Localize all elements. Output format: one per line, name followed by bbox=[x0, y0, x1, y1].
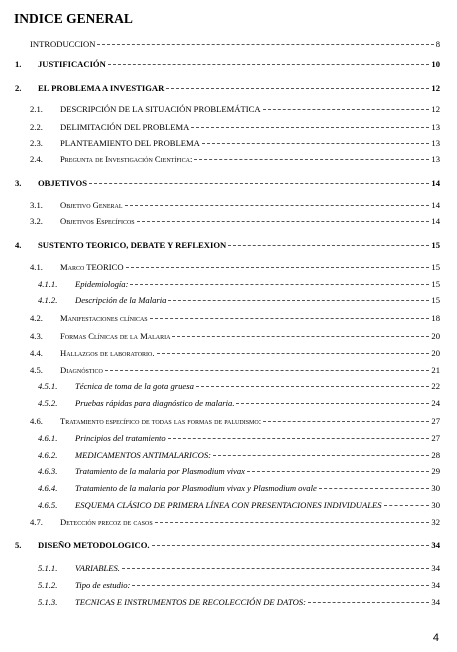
dot-leader bbox=[213, 455, 429, 456]
toc-entry bbox=[0, 121, 457, 133]
dot-leader bbox=[194, 159, 429, 160]
dot-leader bbox=[384, 505, 430, 506]
toc-entry-page: 34 bbox=[431, 580, 440, 590]
dot-leader bbox=[308, 602, 429, 603]
toc-entry-page: 30 bbox=[431, 500, 440, 510]
toc-entry-page: 28 bbox=[431, 450, 440, 460]
toc-entry-number: 1. bbox=[15, 59, 22, 69]
toc-entry bbox=[0, 596, 457, 608]
toc-entry-page: 15 bbox=[431, 279, 440, 289]
toc-entry-label[interactable]: Tratamiento de la malaria por Plasmodium vivax bbox=[75, 466, 245, 476]
dot-leader bbox=[122, 568, 429, 569]
toc-entry-number: 4.6. bbox=[30, 416, 43, 426]
toc-entry-label[interactable]: PLANTEAMIENTO DEL PROBLEMA bbox=[60, 138, 200, 148]
toc-title: INDICE GENERAL bbox=[14, 11, 133, 26]
toc-entry-page: 14 bbox=[431, 200, 440, 210]
toc-entry-label[interactable]: DELIMITACIÓN DEL PROBLEMA bbox=[60, 122, 190, 132]
dot-leader bbox=[247, 471, 429, 472]
toc-entry-label[interactable]: Diagnóstico bbox=[60, 365, 103, 375]
toc-entry-label[interactable]: Pregunta de Investigación Científica: bbox=[60, 154, 193, 164]
toc-entry-page: 34 bbox=[431, 540, 440, 550]
toc-entry-number: 4.6.5. bbox=[38, 500, 58, 510]
dot-leader bbox=[168, 438, 430, 439]
toc-entry bbox=[0, 539, 457, 551]
toc-entry bbox=[0, 562, 457, 574]
toc-entry-number: 4.6.3. bbox=[38, 466, 58, 476]
toc-entry-number: 2. bbox=[15, 83, 22, 93]
toc-entry-label[interactable]: VARIABLES. bbox=[75, 563, 120, 573]
toc-entry-label[interactable]: Formas Clínicas de la Malaria bbox=[60, 331, 171, 341]
dot-leader bbox=[319, 488, 430, 489]
toc-entry-number: 4.4. bbox=[30, 348, 43, 358]
dot-leader bbox=[137, 221, 430, 222]
toc-entry-number: 5.1.3. bbox=[38, 597, 58, 607]
toc-entry-page: 14 bbox=[431, 178, 440, 188]
toc-entry-page: 14 bbox=[431, 216, 440, 226]
toc-entry-number: 2.3. bbox=[30, 138, 43, 148]
toc-entry-number: 2.1. bbox=[30, 104, 43, 114]
toc-entry-label[interactable]: Tipo de estudio: bbox=[75, 580, 131, 590]
toc-entry-label[interactable]: Descripción de la Malaria bbox=[75, 295, 167, 305]
toc-entry-label[interactable]: SUSTENTO TEORICO, DEBATE Y REFLEXION bbox=[38, 240, 227, 250]
toc-entry-page: 13 bbox=[431, 154, 440, 164]
toc-entry bbox=[0, 380, 457, 392]
toc-entry bbox=[0, 516, 457, 528]
toc-entry-label[interactable]: Técnica de toma de la gota gruesa bbox=[75, 381, 194, 391]
dot-leader bbox=[191, 127, 429, 128]
toc-entry bbox=[0, 199, 457, 211]
toc-entry-page: 18 bbox=[431, 313, 440, 323]
toc-entry bbox=[0, 82, 457, 94]
dot-leader bbox=[202, 143, 430, 144]
toc-entry-label[interactable]: Pruebas rápidas para diagnóstico de malaria. bbox=[75, 398, 235, 408]
toc-entry-page: 15 bbox=[431, 295, 440, 305]
toc-entry-label[interactable]: JUSTIFICACIÓN bbox=[38, 59, 106, 69]
toc-entry-label[interactable]: ESQUEMA CLÁSICO DE PRIMERA LÍNEA CON PRESENTACIONES INDIVIDUALES bbox=[75, 500, 382, 510]
toc-entry bbox=[0, 103, 457, 115]
toc-entry-page: 21 bbox=[431, 365, 440, 375]
toc-entry-page: 32 bbox=[431, 517, 440, 527]
toc-entry-page: 15 bbox=[431, 262, 440, 272]
dot-leader bbox=[196, 386, 430, 387]
toc-entry-number: 4.5.1. bbox=[38, 381, 58, 391]
dot-leader bbox=[168, 300, 429, 301]
toc-entry-page: 24 bbox=[431, 398, 440, 408]
toc-entry-number: 4.7. bbox=[30, 517, 43, 527]
dot-leader bbox=[166, 88, 429, 89]
toc-entry-label[interactable]: Tratamiento específico de todas las formas de paludismo: bbox=[60, 416, 262, 426]
toc-entry-page: 13 bbox=[431, 122, 440, 132]
toc-entry-page: 29 bbox=[431, 466, 440, 476]
toc-entry-number: 4.2. bbox=[30, 313, 43, 323]
dot-leader bbox=[89, 183, 429, 184]
dot-leader bbox=[126, 267, 430, 268]
dot-leader bbox=[97, 44, 433, 45]
dot-leader bbox=[130, 284, 429, 285]
toc-entry-label[interactable]: Objetivos Específicos bbox=[60, 216, 135, 226]
toc-entry bbox=[0, 432, 457, 444]
toc-entry-number: 5. bbox=[15, 540, 22, 550]
toc-entry-number: 4.6.4. bbox=[38, 483, 58, 493]
toc-entry bbox=[0, 499, 457, 511]
toc-entry bbox=[0, 278, 457, 290]
toc-entry-label[interactable]: DISEÑO METODOLOGICO. bbox=[38, 540, 150, 550]
toc-entry-label[interactable]: Hallazgos de laboratorio. bbox=[60, 348, 155, 358]
toc-entry-label[interactable]: Detección precoz de casos bbox=[60, 517, 153, 527]
toc-entry bbox=[0, 449, 457, 461]
toc-entry-label[interactable]: Objetivo General bbox=[60, 200, 123, 210]
toc-entry bbox=[0, 58, 457, 70]
toc-entry-label[interactable]: MEDICAMENTOS ANTIMALARICOS: bbox=[75, 450, 211, 460]
toc-entry-number: 4.5. bbox=[30, 365, 43, 375]
toc-entry-label[interactable]: Epidemiología: bbox=[75, 279, 129, 289]
toc-entry bbox=[0, 137, 457, 149]
dot-leader bbox=[105, 370, 430, 371]
toc-entry bbox=[0, 177, 457, 189]
toc-entry-number: 4.1. bbox=[30, 262, 43, 272]
toc-entry-label[interactable]: INTRODUCCION bbox=[30, 39, 96, 49]
toc-entry-page: 10 bbox=[431, 59, 440, 69]
toc-entry-label[interactable]: Tratamiento de la malaria por Plasmodium vivax y Plasmodium ovale bbox=[75, 483, 317, 493]
dot-leader bbox=[150, 318, 430, 319]
toc-entry-number: 4.6.1. bbox=[38, 433, 58, 443]
dot-leader bbox=[172, 336, 429, 337]
toc-entry-page: 12 bbox=[431, 83, 440, 93]
toc-entry-number: 5.1.1. bbox=[38, 563, 58, 573]
toc-entry-page: 15 bbox=[431, 240, 440, 250]
toc-entry bbox=[0, 364, 457, 376]
dot-leader bbox=[157, 353, 430, 354]
toc-entry-page: 20 bbox=[431, 348, 440, 358]
toc-entry bbox=[0, 465, 457, 477]
toc-entry-label[interactable]: Principios del tratamiento bbox=[75, 433, 166, 443]
toc-entry-number: 4. bbox=[15, 240, 22, 250]
toc-entry bbox=[0, 482, 457, 494]
toc-entry-label[interactable]: Manifestaciones clínicas bbox=[60, 313, 148, 323]
toc-entry-number: 4.3. bbox=[30, 331, 43, 341]
toc-entry-label[interactable]: TECNICAS E INSTRUMENTOS DE RECOLECCIÓN DE DATOS: bbox=[75, 597, 306, 607]
toc-entry-number: 3.2. bbox=[30, 216, 43, 226]
toc-entry-page: 27 bbox=[431, 416, 440, 426]
dot-leader bbox=[228, 245, 429, 246]
toc-entry-page: 34 bbox=[431, 597, 440, 607]
toc-entry-page: 20 bbox=[431, 331, 440, 341]
toc-entry-number: 4.6.2. bbox=[38, 450, 58, 460]
page-number: 4 bbox=[432, 632, 439, 644]
dot-leader bbox=[108, 64, 430, 65]
toc-entry bbox=[0, 330, 457, 342]
toc-entry bbox=[0, 215, 457, 227]
toc-entry-label[interactable]: OBJETIVOS bbox=[38, 178, 88, 188]
toc-entry-page: 30 bbox=[431, 483, 440, 493]
toc-entry-number: 4.1.2. bbox=[38, 295, 58, 305]
toc-entry-page: 22 bbox=[431, 381, 440, 391]
toc-entry-page: 12 bbox=[431, 104, 440, 114]
dot-leader bbox=[263, 421, 429, 422]
toc-entry bbox=[0, 347, 457, 359]
toc-entry-label[interactable]: EL PROBLEMA A INVESTIGAR bbox=[38, 83, 165, 93]
dot-leader bbox=[125, 205, 430, 206]
toc-entry-page: 27 bbox=[431, 433, 440, 443]
toc-entry-page: 13 bbox=[431, 138, 440, 148]
toc-entry bbox=[0, 239, 457, 251]
toc-entry-label[interactable]: DESCRIPCIÓN DE LA SITUACIÓN PROBLEMÁTICA bbox=[60, 104, 261, 114]
toc-entry-number: 4.1.1. bbox=[38, 279, 58, 289]
toc-entry-label[interactable]: Marco TEORICO bbox=[60, 262, 124, 272]
toc-entry-page: 34 bbox=[431, 563, 440, 573]
toc-entry-number: 4.5.2. bbox=[38, 398, 58, 408]
dot-leader bbox=[132, 585, 429, 586]
dot-leader bbox=[152, 545, 430, 546]
toc-entry-number: 3. bbox=[15, 178, 22, 188]
toc-entry bbox=[0, 579, 457, 591]
dot-leader bbox=[263, 109, 430, 110]
toc-entry bbox=[0, 294, 457, 306]
toc-entry bbox=[0, 397, 457, 409]
toc-entry bbox=[0, 312, 457, 324]
toc-entry bbox=[0, 415, 457, 427]
toc-entry-number: 3.1. bbox=[30, 200, 43, 210]
toc-entry-number: 5.1.2. bbox=[38, 580, 58, 590]
toc-entry bbox=[0, 38, 457, 50]
toc-entry-page: 8 bbox=[435, 39, 440, 49]
dot-leader bbox=[155, 522, 430, 523]
dot-leader bbox=[236, 403, 429, 404]
toc-entry bbox=[0, 153, 457, 165]
toc-entry-number: 2.4. bbox=[30, 154, 43, 164]
toc-entry-number: 2.2. bbox=[30, 122, 43, 132]
toc-entry bbox=[0, 261, 457, 273]
